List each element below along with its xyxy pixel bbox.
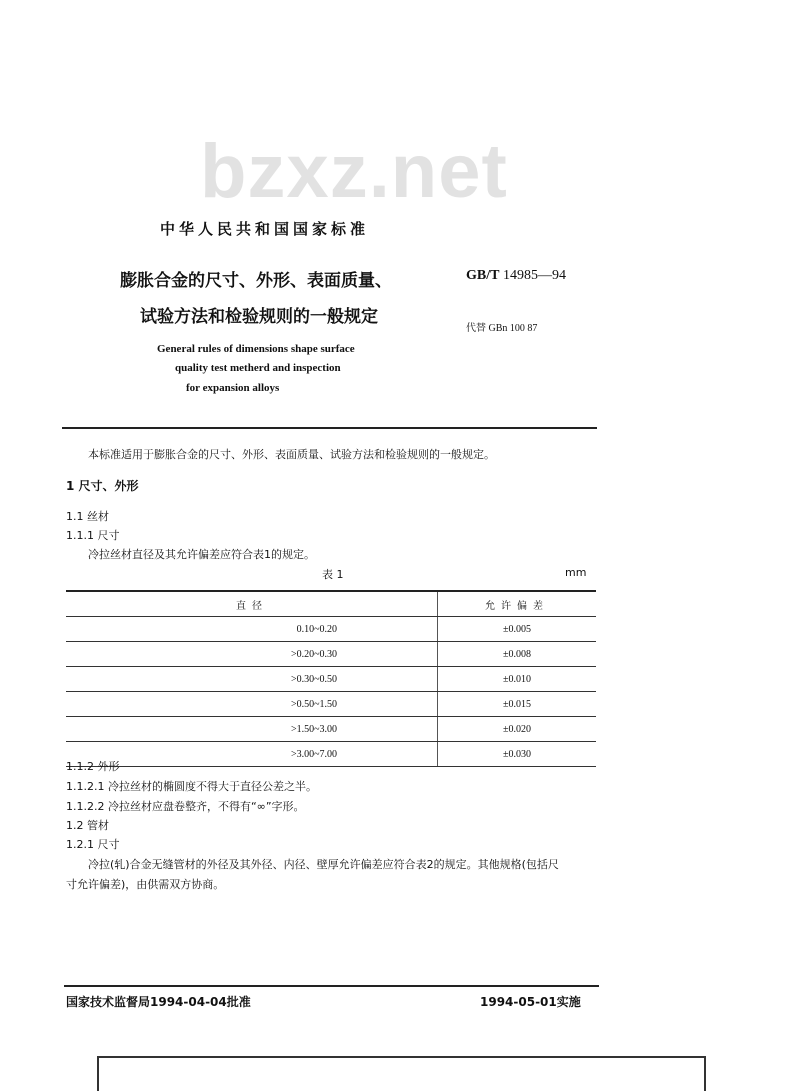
tolerance-cell: ±0.008 xyxy=(438,642,597,667)
table-row xyxy=(66,667,596,692)
section-1-2-1-text-2: 寸允许偏差)，由供需双方协商。 xyxy=(66,878,225,891)
section-1: 1 尺寸、外形 xyxy=(66,479,139,493)
english-title-2: quality test metherd and inspection xyxy=(175,362,341,374)
tolerance-cell: ±0.005 xyxy=(438,617,597,642)
section-1-1-1: 1.1.1 尺寸 xyxy=(66,529,120,542)
section-1-2-1-text-1: 冷拉(轧)合金无缝管材的外径及其外径、内径、壁厚允许偏差应符合表2的规定。其他规格(包括尺 xyxy=(88,858,559,871)
intro-text: 本标准适用于膨胀合金的尺寸、外形、表面质量、试验方法和检验规则的一般规定。 xyxy=(88,448,495,461)
next-page-frame xyxy=(97,1056,706,1091)
tolerance-cell: ±0.030 xyxy=(438,742,597,767)
diameter-cell: >0.20~0.30 xyxy=(66,642,438,667)
standard-code: 14985—94 xyxy=(502,268,566,283)
diameter-cell: >0.30~0.50 xyxy=(66,667,438,692)
national-standard-heading: 中华人民共和国国家标准 xyxy=(160,220,370,238)
tolerance-cell: ±0.015 xyxy=(438,692,597,717)
header-tolerance: 允许偏差 xyxy=(438,591,597,617)
title-line-1: 膨胀合金的尺寸、外形、表面质量、 xyxy=(120,271,392,291)
diameter-cell: >0.50~1.50 xyxy=(66,692,438,717)
table-row xyxy=(66,717,596,742)
tolerance-cell: ±0.020 xyxy=(438,717,597,742)
diameter-cell: >3.00~7.00 xyxy=(66,742,438,767)
section-1-1: 1.1 丝材 xyxy=(66,510,109,523)
english-title-3: for expansion alloys xyxy=(186,382,280,394)
section-1-1-2-1: 1.1.2.1 冷拉丝材的椭圆度不得大于直径公差之半。 xyxy=(66,780,317,793)
section-1-2: 1.2 管材 xyxy=(66,819,109,832)
section-1-2-1: 1.2.1 尺寸 xyxy=(66,838,120,851)
table-header-row xyxy=(66,591,596,617)
table-row xyxy=(66,692,596,717)
standard-number xyxy=(466,268,566,284)
diameter-cell: 0.10~0.20 xyxy=(66,617,438,642)
table-row xyxy=(66,642,596,667)
section-1-1-2-2: 1.1.2.2 冷拉丝材应盘卷整齐，不得有“∞”字形。 xyxy=(66,800,305,813)
standard-prefix: GB/T xyxy=(466,268,500,283)
watermark: bzxz.net xyxy=(200,129,508,214)
effective-date: 1994-05-01实施 xyxy=(480,995,581,1009)
title-line-2: 试验方法和检验规则的一般规定 xyxy=(140,307,378,327)
table-row xyxy=(66,617,596,642)
table-row xyxy=(66,742,596,767)
section-1-1-1-text: 冷拉丝材直径及其允许偏差应符合表1的规定。 xyxy=(88,548,315,561)
diameter-cell: >1.50~3.00 xyxy=(66,717,438,742)
table-1 xyxy=(66,590,596,767)
table-unit: mm xyxy=(565,566,587,579)
header-rule xyxy=(62,427,597,429)
approval-date: 国家技术监督局1994-04-04批准 xyxy=(66,995,251,1009)
table-caption: 表 1 xyxy=(322,568,344,581)
replaces-note: 代替 GBn 100 87 xyxy=(466,323,538,334)
section-1-1-2: 1.1.2 外形 xyxy=(66,760,120,773)
tolerance-cell: ±0.010 xyxy=(438,667,597,692)
footer-rule xyxy=(64,985,599,987)
english-title-1: General rules of dimensions shape surface xyxy=(157,343,355,355)
header-diameter: 直径 xyxy=(66,591,438,617)
